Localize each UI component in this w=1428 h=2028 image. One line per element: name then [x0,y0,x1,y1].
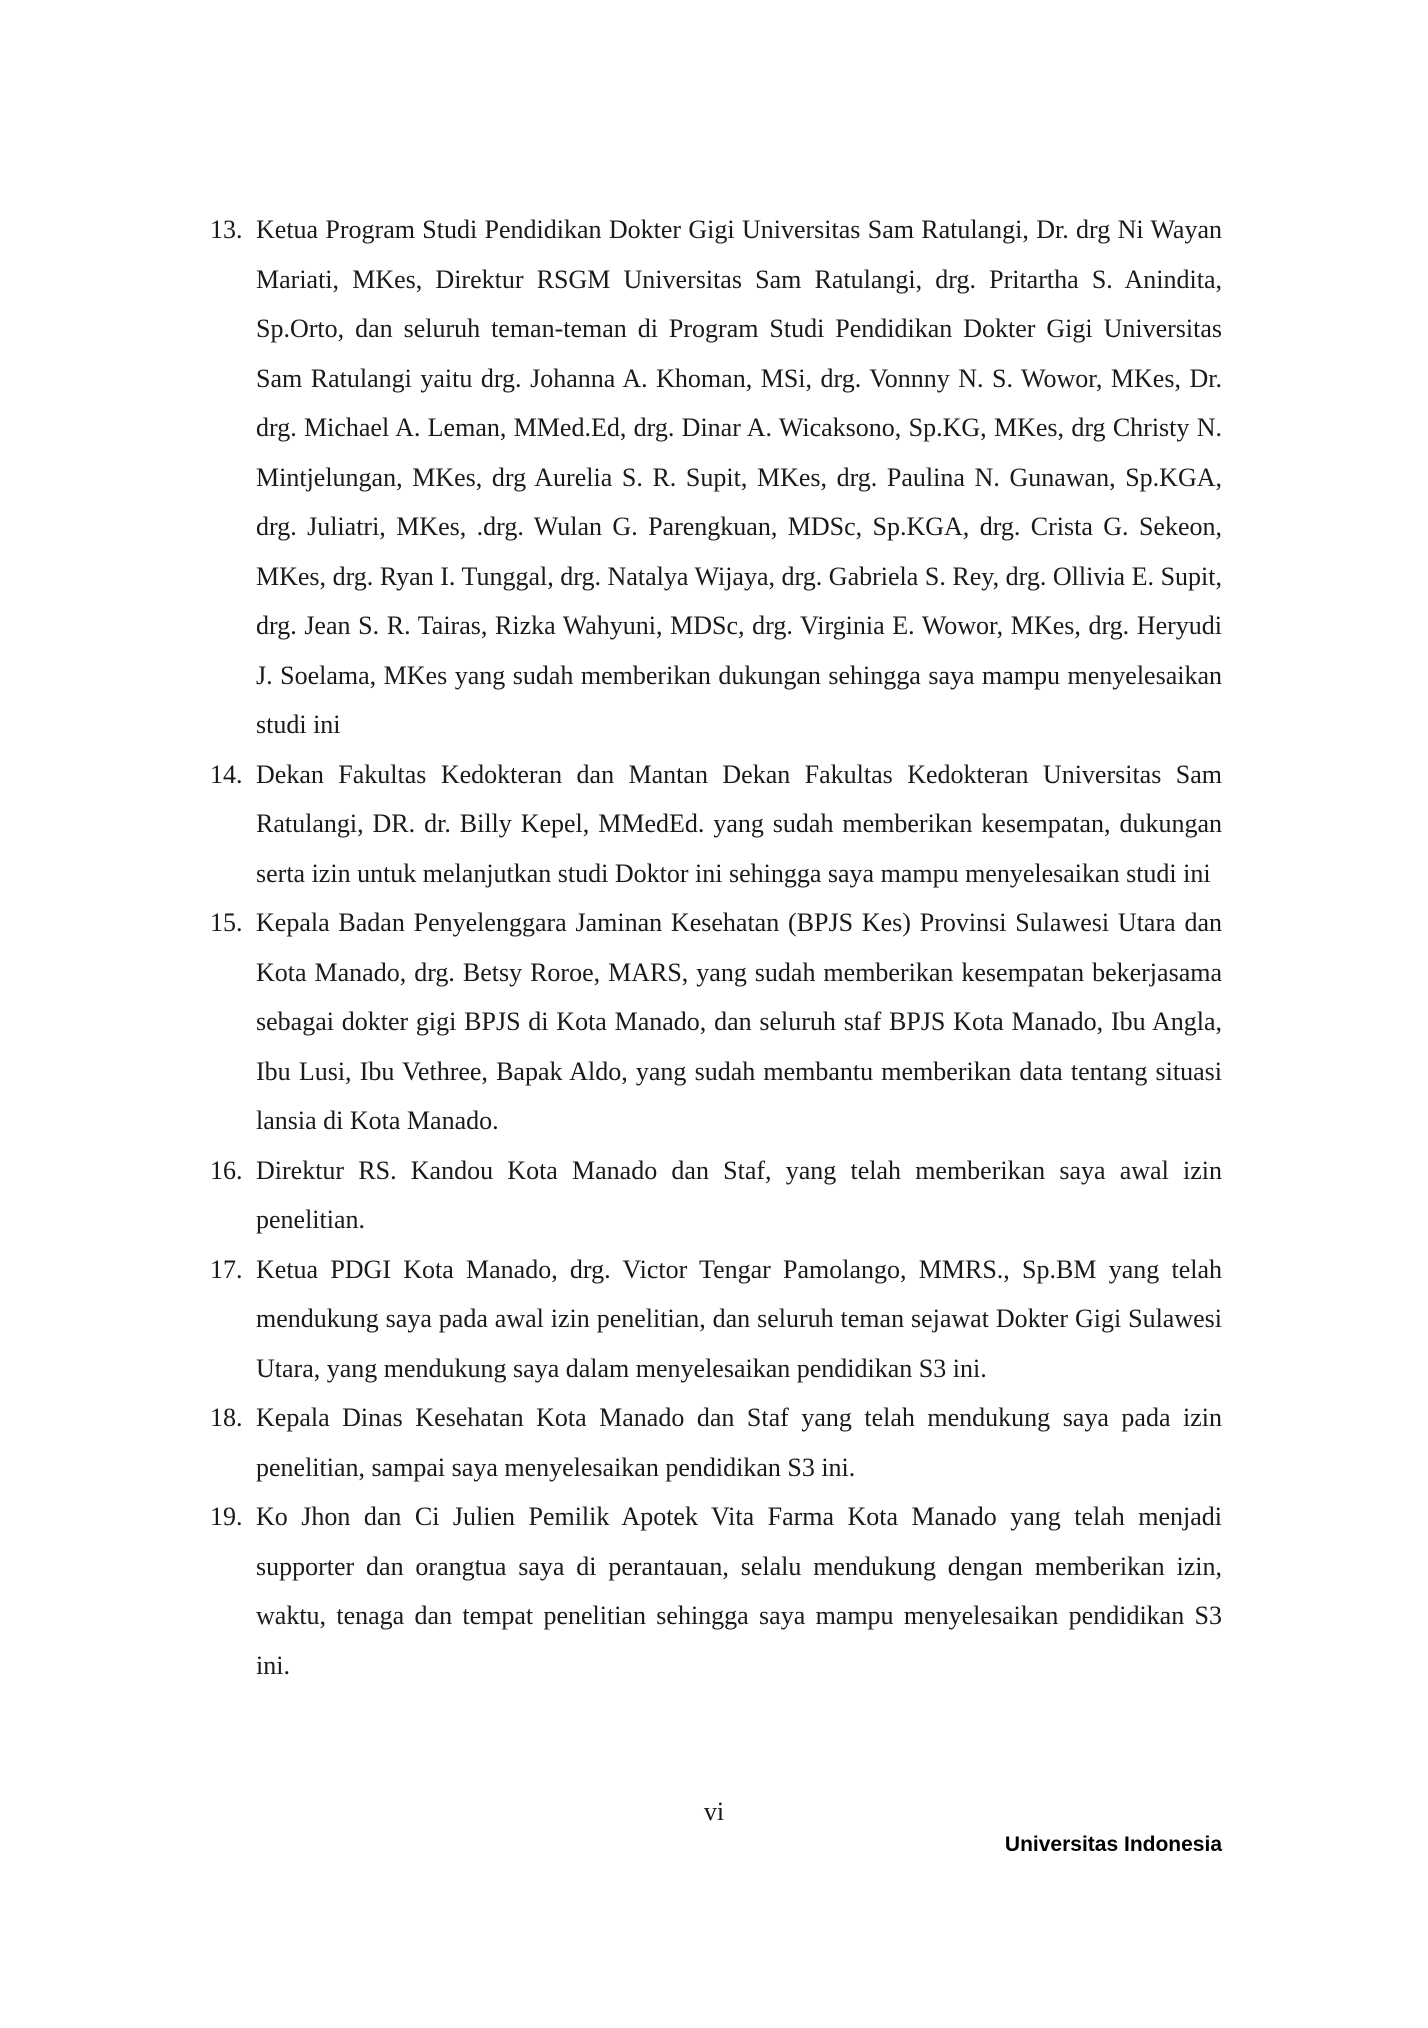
list-item-number: 16. [210,1155,243,1185]
list-item [210,205,1222,750]
page-number: vi [703,1797,725,1826]
list-item-number: 13. [210,215,243,244]
list-item-number: 18. [210,1403,243,1432]
list-item-text: Dekan Fakultas Kedokteran dan Mantan Dekan Fakultas Kedokteran Universitas Sam Ratulangi, DR. dr. Billy Kepel, MMedEd. yang sudah memberikan kesempatan, dukungan serta izin untuk melanjutkan studi Doktor ini sehingga saya mampu menyelesaikan studi ini [256,759,1222,888]
list-item-text: Kepala Badan Penyelenggara Jaminan Kesehatan (BPJS Kes) Provinsi Sulawesi Utara dan Kota Manado, drg. Betsy Roroe, MARS, yang sudah memberikan kesempatan bekerjasama sebagai dokter gigi BPJS di Kota Manado, dan seluruh staf BPJS Kota Manado, Ibu Angla, Ibu Lusi, Ibu Vethree, Bapak Aldo, yang sudah membantu memberikan data tentang situasi lansia di Kota Manado. [256,908,1222,1135]
list-item-number: 15. [210,908,243,937]
list-item-number: 19. [210,1502,243,1531]
list-item-number: 14. [210,759,243,789]
list-item [210,1245,1222,1394]
list-item-text: Ketua Program Studi Pendidikan Dokter Gigi Universitas Sam Ratulangi, Dr. drg Ni Wayan Mariati, MKes, Direktur RSGM Universitas Sam Ratulangi, drg. Pritartha S. Anindita, Sp.Orto, dan seluruh teman-teman di Program Studi Pendidikan Dokter Gigi Universitas Sam Ratulangi yaitu drg. Johanna A. Khoman, MSi, drg. Vonnny N. S. Wowor, MKes, Dr. drg. Michael A. Leman, MMed.Ed, drg. Dinar A. Wicaksono, Sp.KG, MKes, drg Christy N. Mintjelungan, MKes, drg Aurelia S. R. Supit, MKes, drg. Paulina N. Gunawan, Sp.KGA, drg. Juliatri, MKes, .drg. Wulan G. Parengkuan, MDSc, Sp.KGA, drg. Crista G. Sekeon, MKes, drg. Ryan I. Tunggal, drg. Natalya Wijaya, drg. Gabriela S. Rey, drg. Ollivia E. Supit, drg. Jean S. R. Tairas, Rizka Wahyuni, MDSc, drg. Virginia E. Wowor, MKes, drg. Heryudi J. Soelama, MKes yang sudah memberikan dukungan sehingga saya mampu menyelesaikan studi ini [256,215,1222,739]
list-item [210,1492,1222,1690]
acknowledgement-list [210,205,1222,1690]
list-item [210,1393,1222,1492]
list-item-text: Ko Jhon dan Ci Julien Pemilik Apotek Vita Farma Kota Manado yang telah menjadi supporter dan orangtua saya di perantauan, selalu mendukung dengan memberikan izin, waktu, tenaga dan tempat penelitian sehingga saya mampu menyelesaikan pendidikan S3 ini. [256,1502,1222,1680]
list-item-text: Ketua PDGI Kota Manado, drg. Victor Tengar Pamolango, MMRS., Sp.BM yang telah mendukung saya pada awal izin penelitian, dan seluruh teman sejawat Dokter Gigi Sulawesi Utara, yang mendukung saya dalam menyelesaikan pendidikan S3 ini. [256,1254,1222,1383]
list-item-number: 17. [210,1254,243,1284]
footer-institution: Universitas Indonesia [1004,1833,1222,1856]
list-item-text: Direktur RS. Kandou Kota Manado dan Staf, yang telah memberikan saya awal izin penelitian. [256,1155,1222,1234]
list-item [210,750,1222,899]
list-item [210,1146,1222,1245]
list-item [210,898,1222,1146]
list-item-text: Kepala Dinas Kesehatan Kota Manado dan Staf yang telah mendukung saya pada izin penelitian, sampai saya menyelesaikan pendidikan S3 ini. [256,1403,1222,1482]
